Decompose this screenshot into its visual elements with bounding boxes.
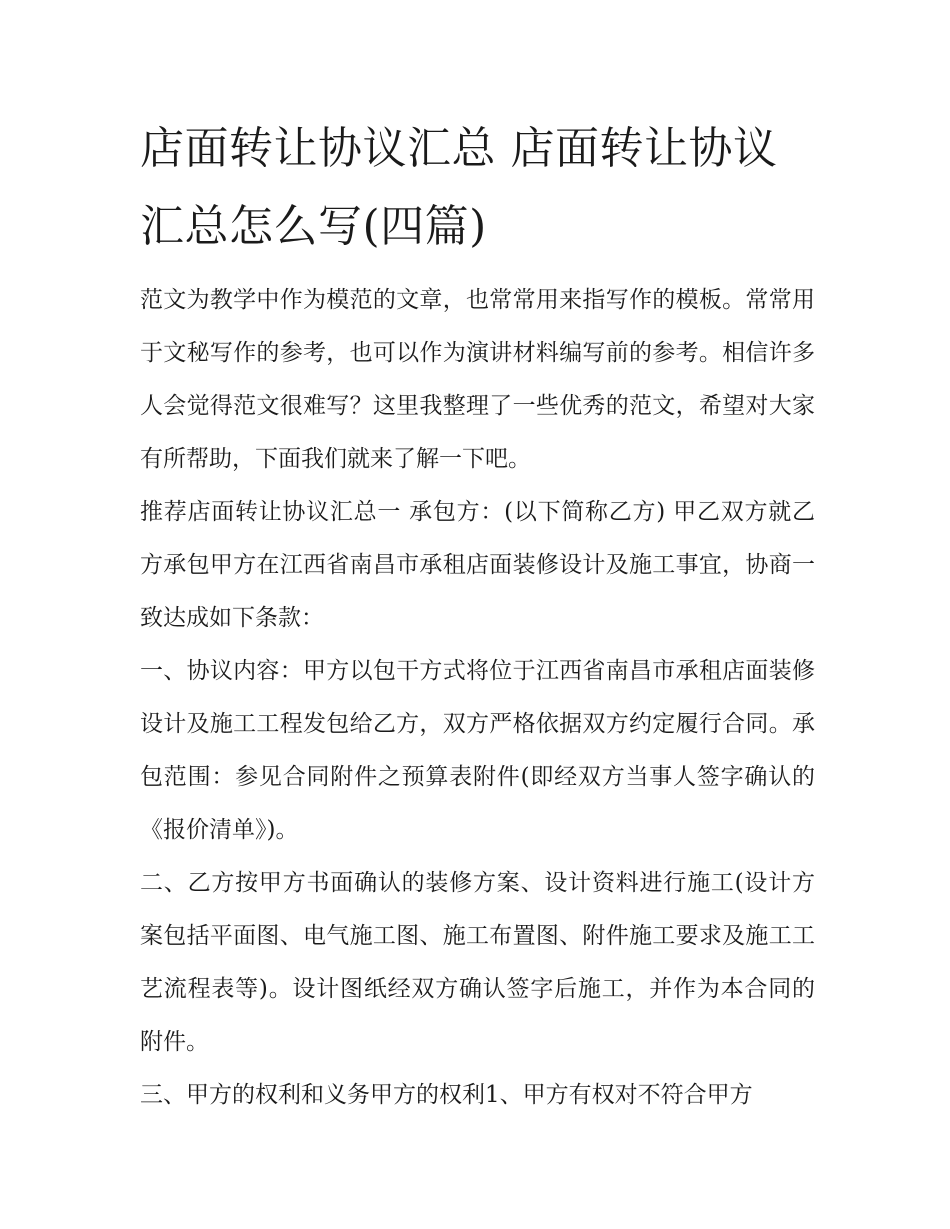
- paragraph-clause-2: 二、乙方按甲方书面确认的装修方案、设计资料进行施工(设计方案包括平面图、电气施工图、施工布置图、附件施工要求及施工工艺流程表等)。设计图纸经双方确认签字后施工，并作为本合同的附件。: [140, 870, 815, 1055]
- document-title: 店面转让协议汇总 店面转让协议汇总怎么写(四篇): [140, 123, 778, 252]
- paragraph-recommend: 推荐店面转让协议汇总一 承包方：(以下简称乙方) 甲乙双方就乙方承包甲方在江西省南昌市承租店面装修设计及施工事宜，协商一致达成如下条款：: [140, 499, 815, 631]
- paragraph-intro: 范文为教学中作为模范的文章，也常常用来指写作的模板。常常用于文秘写作的参考，也可以作为演讲材料编写前的参考。相信许多人会觉得范文很难写？这里我整理了一些优秀的范文，希望对大家有所帮助，下面我们就来了解一下吧。: [140, 287, 815, 472]
- document-body: [140, 274, 815, 1122]
- paragraph-clause-3: 三、甲方的权利和义务甲方的权利1、甲方有权对不符合甲方: [140, 1082, 753, 1108]
- paragraph-clause-1: 一、协议内容：甲方以包干方式将位于江西省南昌市承租店面装修设计及施工工程发包给乙方，双方严格依据双方约定履行合同。承包范围：参见合同附件之预算表附件(即经双方当事人签字确认的《报价清单》)。: [140, 658, 815, 843]
- document-page: [140, 110, 815, 1122]
